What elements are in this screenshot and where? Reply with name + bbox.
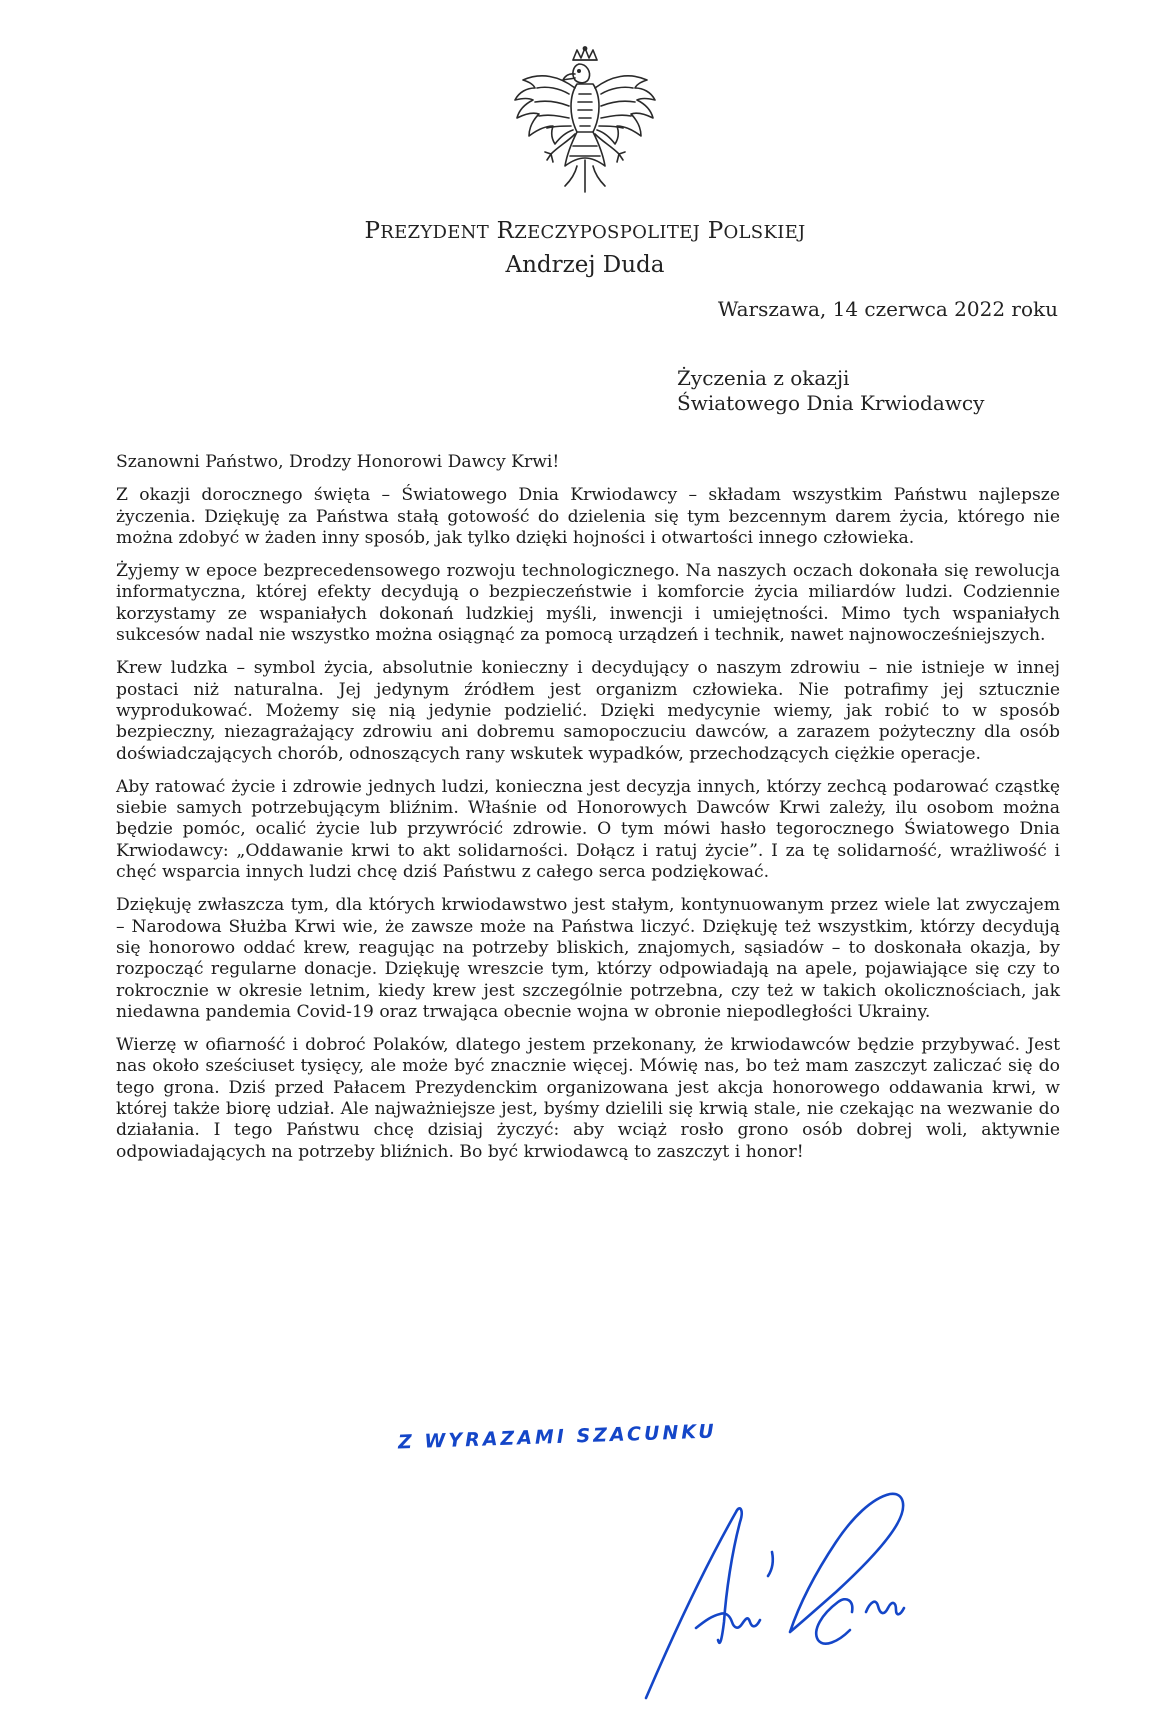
subject-line: Światowego Dnia Krwiodawcy <box>677 391 985 415</box>
paragraph: Wierzę w ofiarność i dobroć Polaków, dlatego jestem przekonany, że krwiodawców będzie przybywać. Jest nas około sześciuset tysięcy, ale może być znacznie więcej. Mówię nas, bo też mam zaszczyt zaliczać się do tego grona. Dziś przed Pałacem Prezydenckim organizowana jest akcja honorowego oddawania krwi, w której także biorę udział. Ale najważniejsze jest, byśmy dzielili się krwią stale, nie czekając na wezwanie do działania. I tego Państwu chcę dzisiaj życzyć: aby wciąż rosło grono osób dobrej woli, aktywnie odpowiadających na potrzeby bliźnich. Bo być krwiodawcą to zaszczyt i honor! <box>116 1035 1060 1162</box>
paragraph: Aby ratować życie i zdrowie jednych ludzi, konieczna jest decyzja innych, którzy zechcą podarować cząstkę siebie samych potrzebującym bliźnim. Właśnie od Honorowych Dawców Krwi zależy, ilu osobom można będzie pomóc, ocalić życie lub przywrócić zdrowie. O tym mówi hasło tegorocznego Światowego Dnia Krwiodawcy: „Oddawanie krwi to akt solidarności. Dołącz i ratuj życie”. I za tę solidarność, wrażliwość i chęć wsparcia innych ludzi chcę dziś Państwu z całego serca podziękować. <box>116 776 1060 883</box>
paragraph: Z okazji dorocznego święta – Światowego Dnia Krwiodawcy – składam wszystkim Państwu najlepsze życzenia. Dziękuję za Państwa stałą gotowość do dzielenia się tym bezcennym darem życia, którego nie można zdobyć w żaden inny sposób, jak tylko dzięki hojności i otwartości innego człowieka. <box>116 485 1060 548</box>
office-title-initial: R <box>496 218 515 244</box>
office-title-word: ZECZYPOSPOLITEJ <box>514 222 701 243</box>
paragraph: Dziękuję zwłaszcza tym, dla których krwiodawstwo jest stałym, kontynuowanym przez wiele lat zwyczajem – Narodowa Służba Krwi wie, że zawsze może na Państwa liczyć. Dziękuję też wszystkim, którzy decydują się honorowo oddać krew, reagując na potrzeby bliskich, znajomych, sąsiadów – to doskonała okazja, by rozpocząć regularne donacje. Dziękuję wreszcie tym, którzy odpowiadają na apele, pojawiające się czy to rokrocznie w okresie letnim, kiedy krew jest szczególnie potrzebna, czy też w takich okolicznościach, jak niedawna pandemia Covid-19 oraz trwająca obecnie wojna w obronie niepodległości Ukrainy. <box>116 895 1060 1022</box>
office-title-initial: P <box>707 218 724 244</box>
paragraph: Żyjemy w epoce bezprecedensowego rozwoju technologicznego. Na naszych oczach dokonała się rewolucja informatyczna, której efekty decydują o bezpieczeństwie i komforcie życia miliardów ludzi. Codziennie korzystamy ze wspaniałych dokonań ludzkiej myśli, inwencji i umiejętności. Mimo tych wspaniałych sukcesów nadal nie wszystko można osiągnąć za pomocą urządzeń i technik, nawet najnowocześniejszych. <box>116 561 1060 646</box>
subject-line: Życzenia z okazji <box>677 366 850 390</box>
handwritten-signature-icon <box>640 1402 970 1702</box>
letter-subject <box>677 366 984 416</box>
office-title-word: OLSKIEJ <box>723 222 806 243</box>
letter-date: Warszawa, 14 czerwca 2022 roku <box>717 297 1058 321</box>
eagle-emblem-icon <box>507 46 663 198</box>
office-title <box>0 218 1170 244</box>
sender-name: Andrzej Duda <box>505 252 665 278</box>
letter-body <box>116 452 1060 1175</box>
office-title-initial: P <box>364 218 381 244</box>
salutation: Szanowni Państwo, Drodzy Honorowi Dawcy Krwi! <box>116 452 560 472</box>
handwritten-closing: Z WYRAZAMI SZACUNKU <box>397 1420 718 1454</box>
paragraph: Krew ludzka – symbol życia, absolutnie konieczny i decydujący o naszym zdrowiu – nie istnieje w innej postaci niż naturalna. Jej jedynym źródłem jest organizm człowieka. Nie potrafimy jej sztucznie wyprodukować. Możemy się nią jedynie podzielić. Dzięki medycynie wiemy, jak robić to w sposób bezpieczny, niezagrażający zdrowiu ani dobremu samopoczuciu dawców, a zarazem pożyteczny dla osób doświadczających chorób, odnoszących rany wskutek wypadków, przechodzących ciężkie operacje. <box>116 658 1060 764</box>
office-title-word: REZYDENT <box>380 222 490 243</box>
